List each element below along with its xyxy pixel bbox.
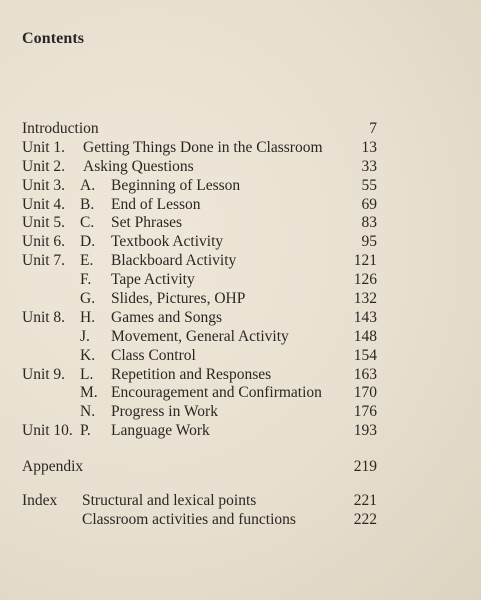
toc-row: [22, 139, 377, 158]
toc-row: [22, 347, 377, 366]
toc-entry-page: 132: [353, 290, 377, 308]
toc-unit-number: Unit 1.: [22, 138, 66, 156]
toc-entry-page: 83: [361, 214, 377, 232]
toc-entry-page: 121: [353, 252, 377, 270]
toc-entry-page: 55: [361, 176, 377, 194]
toc-section-letter: P.: [80, 422, 91, 440]
toc-row-appendix: [22, 458, 377, 477]
toc-row: [22, 290, 377, 309]
toc-section-letter: H.: [80, 308, 96, 326]
toc-unit-number: Unit 2.: [22, 157, 66, 175]
toc-row-index-1: [22, 492, 377, 511]
toc-section-letter: M.: [80, 384, 98, 402]
toc-section-letter: D.: [80, 233, 96, 251]
toc-section-letter: B.: [80, 195, 95, 213]
toc-entry-page: 126: [353, 271, 377, 289]
toc-entry-title: Movement, General Activity: [111, 327, 289, 345]
toc-row: [22, 252, 377, 271]
toc-entry-title: Progress in Work: [111, 403, 218, 421]
toc-unit-number: Unit 8.: [22, 308, 66, 326]
toc-unit-number: Unit 7.: [22, 252, 66, 270]
toc-entry-title: Textbook Activity: [111, 233, 224, 251]
toc-section-letter: A.: [80, 176, 96, 194]
toc-entry-page: 219: [353, 458, 377, 476]
toc-entry-title: Encouragement and Confirmation: [111, 384, 322, 402]
toc-unit-number: Unit 9.: [22, 365, 66, 383]
toc-entry-title: Class Control: [111, 346, 196, 364]
toc-unit-number: Unit 5.: [22, 214, 66, 232]
toc-row: [22, 384, 377, 403]
toc-entry-page: 193: [353, 422, 377, 440]
toc-row: [22, 328, 377, 347]
toc-row: [22, 158, 377, 177]
toc-row: [22, 196, 377, 215]
toc-entry-page: 95: [361, 233, 377, 251]
toc-entry-page: 143: [353, 308, 377, 326]
toc-entry-page: 222: [353, 510, 377, 528]
toc-row: [22, 214, 377, 233]
toc-entry-title: Getting Things Done in the Classroom: [83, 138, 323, 156]
toc-entry-page: 69: [361, 195, 377, 213]
toc-unit-number: Unit 6.: [22, 233, 66, 251]
toc-row-introduction: [22, 120, 377, 139]
toc-row: [22, 271, 377, 290]
toc-entry-page: 176: [353, 403, 377, 421]
toc-entry-title: Slides, Pictures, OHP: [111, 290, 246, 308]
toc-section-letter: K.: [80, 346, 96, 364]
toc-row: [22, 422, 377, 441]
toc-entry-page: 7: [369, 120, 377, 137]
toc-entry-page: 148: [353, 327, 377, 345]
table-of-contents: [22, 120, 377, 530]
toc-row: [22, 309, 377, 328]
toc-row: [22, 177, 377, 196]
toc-entry-page: 221: [353, 492, 377, 510]
toc-section-letter: G.: [80, 290, 96, 308]
toc-entry-page: 154: [353, 346, 377, 364]
toc-section-letter: C.: [80, 214, 95, 232]
toc-entry-title: Set Phrases: [111, 214, 183, 232]
toc-entry-title: Introduction: [22, 120, 99, 137]
toc-section-letter: J.: [80, 327, 90, 345]
toc-row: [22, 403, 377, 422]
toc-entry-title: Games and Songs: [111, 308, 223, 326]
toc-entry-page: 170: [353, 384, 377, 402]
index-label: Index: [22, 492, 58, 510]
toc-unit-number: Unit 3.: [22, 176, 66, 194]
toc-unit-number: Unit 4.: [22, 195, 66, 213]
toc-entry-title: Beginning of Lesson: [111, 176, 241, 194]
toc-section-letter: F.: [80, 271, 92, 289]
toc-entry-page: 13: [361, 138, 377, 156]
toc-row-index-2: [22, 511, 377, 530]
toc-section-letter: N.: [80, 403, 96, 421]
toc-entry-title: Language Work: [111, 422, 210, 440]
toc-entry-title: Repetition and Responses: [111, 365, 272, 383]
toc-entry-title: End of Lesson: [111, 195, 201, 213]
page-title: Contents: [22, 30, 85, 47]
toc-entry-page: 163: [353, 365, 377, 383]
toc-unit-list: [22, 139, 377, 441]
toc-entry-title: Asking Questions: [83, 157, 194, 175]
toc-entry-title: Classroom activities and functions: [82, 510, 296, 528]
toc-entry-title: Tape Activity: [111, 271, 195, 289]
toc-section-letter: E.: [80, 252, 94, 270]
toc-entry-title: Structural and lexical points: [82, 492, 257, 510]
toc-entry-title: Appendix: [22, 458, 84, 476]
toc-row: [22, 233, 377, 252]
toc-unit-number: Unit 10.: [22, 422, 73, 440]
toc-entry-title: Blackboard Activity: [111, 252, 237, 270]
toc-section-letter: L.: [80, 365, 94, 383]
toc-row: [22, 366, 377, 385]
toc-entry-page: 33: [361, 157, 377, 175]
